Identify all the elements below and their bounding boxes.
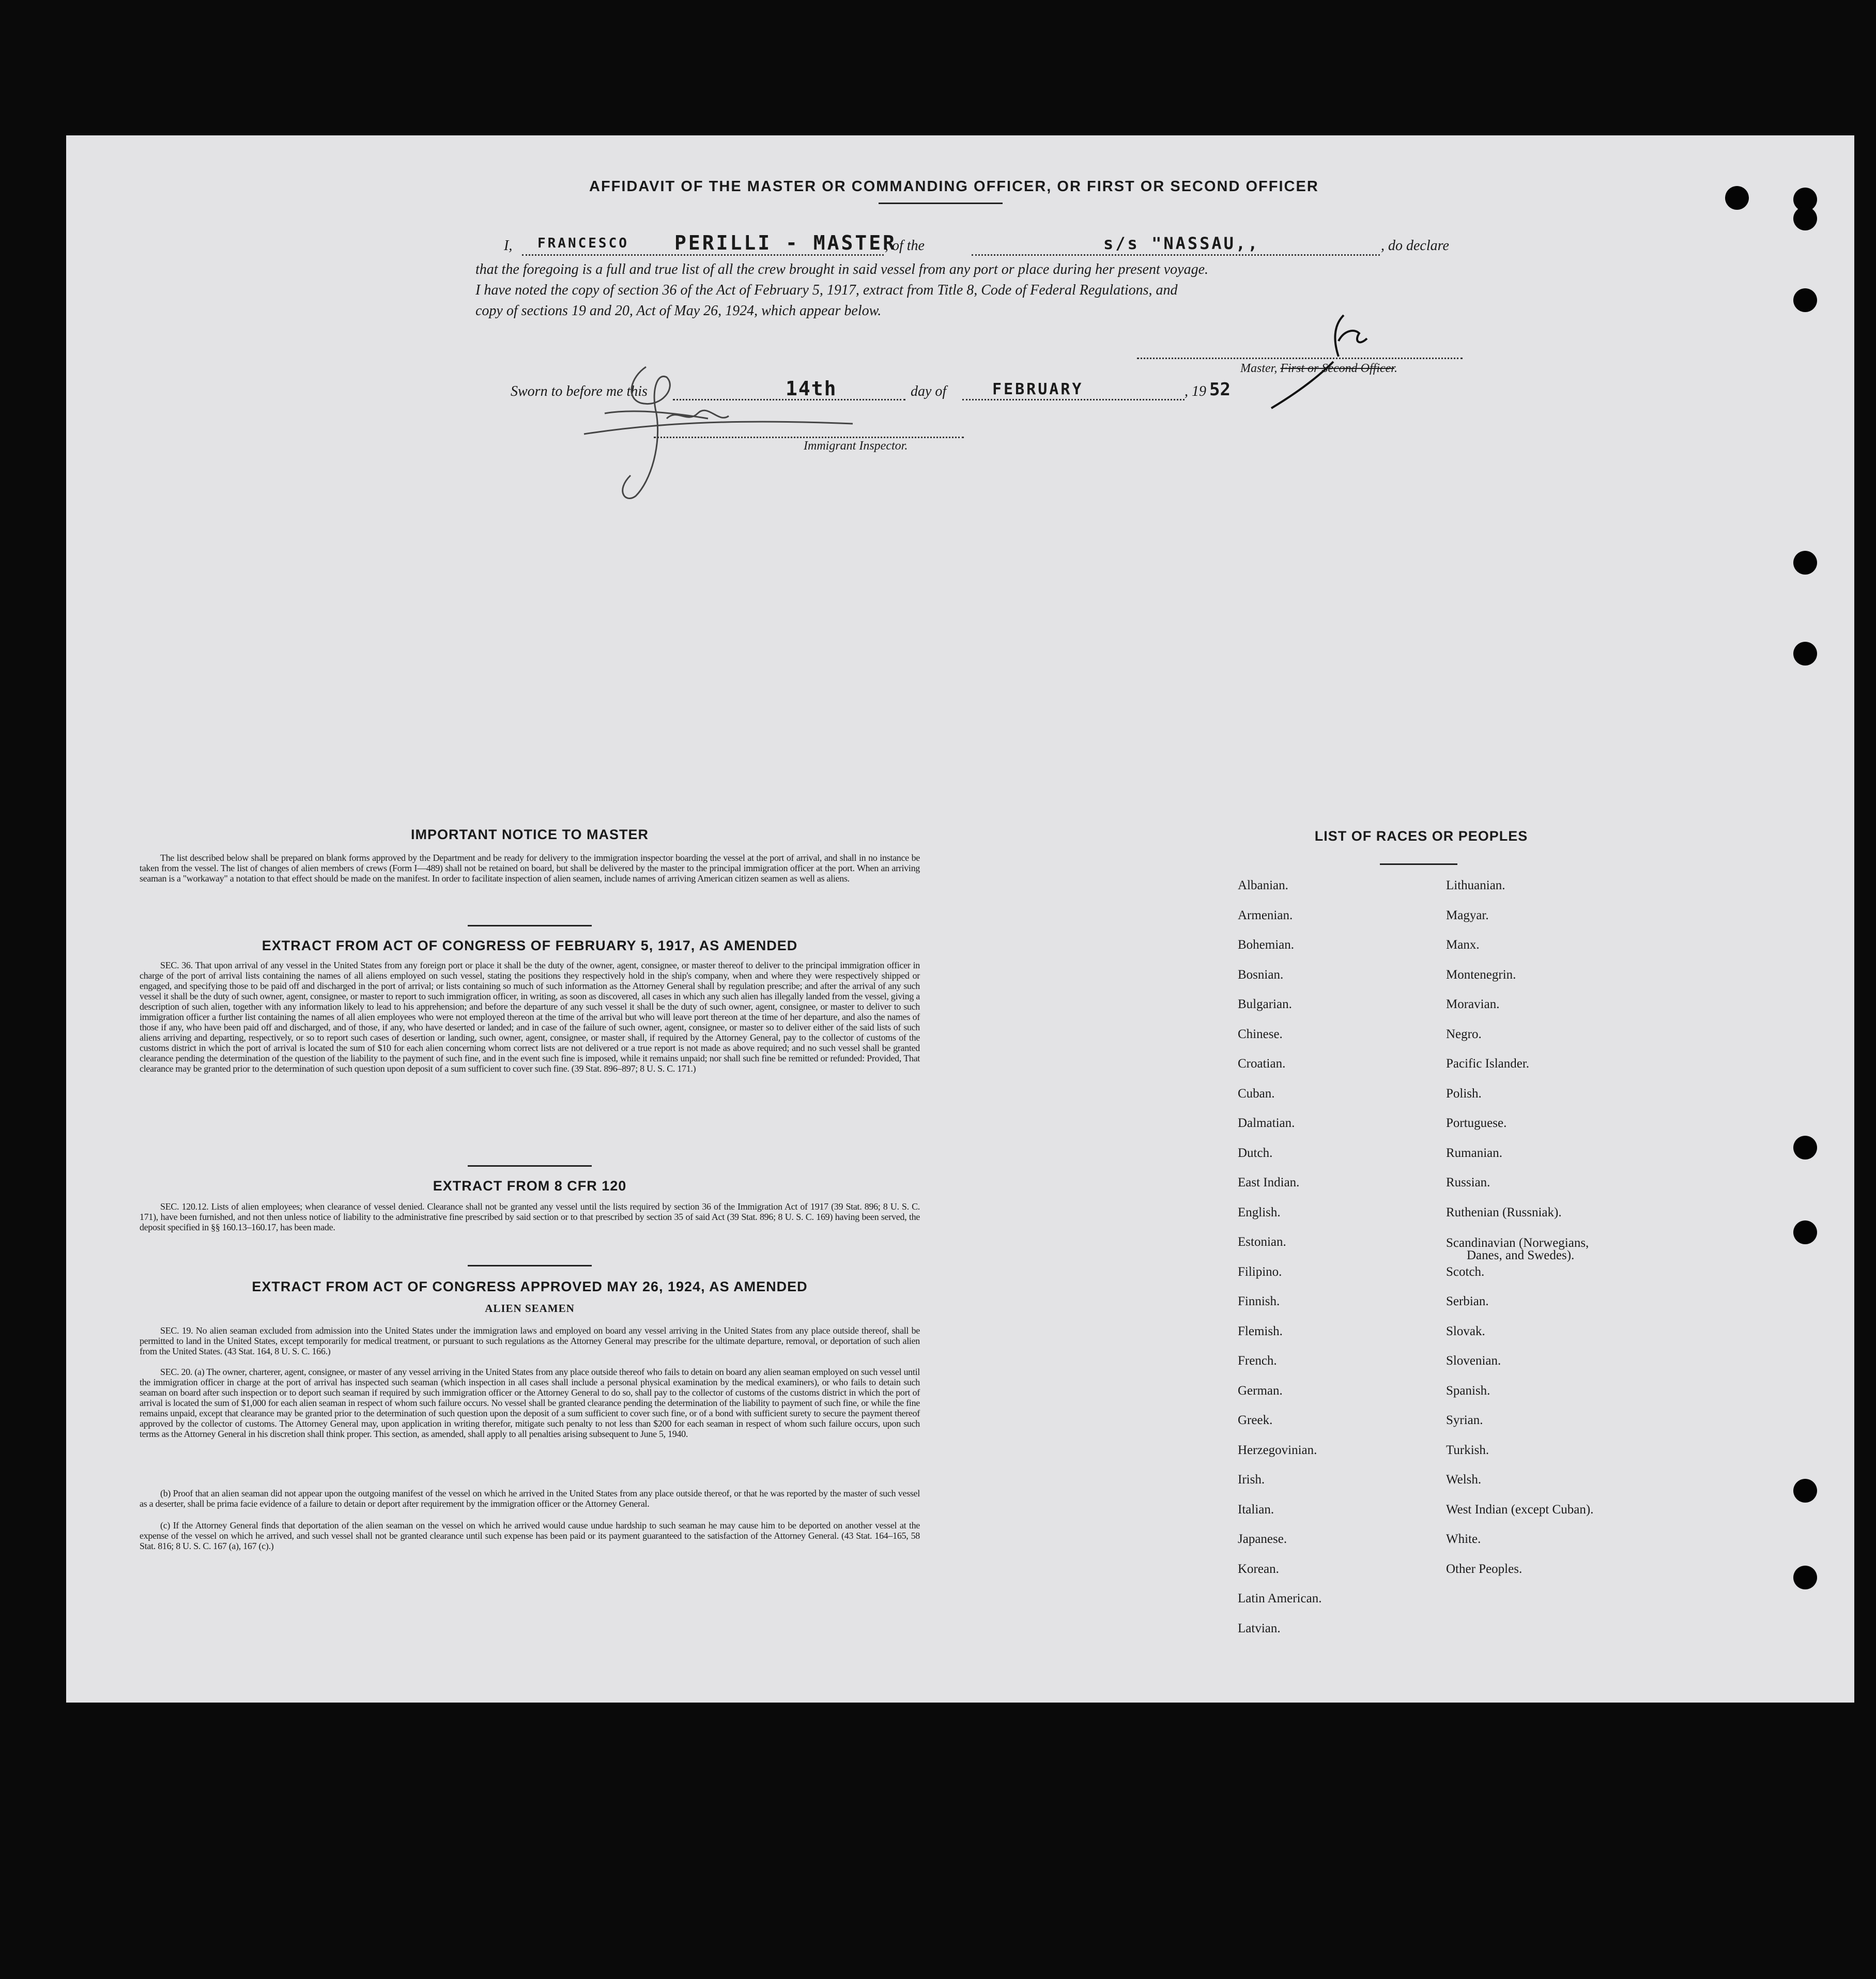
race-item: Croatian. [1238,1057,1286,1071]
punch-hole [1793,288,1817,312]
race-item: Bosnian. [1238,967,1284,982]
affidavit-title: AFFIDAVIT OF THE MASTER OR COMMANDING OFFICER, OR FIRST OR SECOND OFFICER [589,178,1319,195]
race-item: Latvian. [1238,1621,1281,1635]
race-item: Finnish. [1238,1294,1280,1308]
master-label: Master, [1240,362,1278,375]
punch-hole [1793,1220,1817,1244]
race-item: Scotch. [1446,1264,1485,1279]
master-surname: PERILLI - MASTER [674,231,897,254]
race-item: Welsh. [1446,1473,1482,1487]
inspector-label: Immigrant Inspector. [804,439,908,453]
extract2-text: SEC. 120.12. Lists of alien employees; when clearance of vessel denied. Clearance shall not be granted any vessel until the lists required by section 36 of the Immigration Act of 1917 (39 Stat. 896; 8 U. S. C. 171), have been furnished, and not then unless notice of liability to the administrative fine prescribed by said section or to that prescribed by section 35 of said Act (39 Stat. 896; 8 U. S. C. 169) having been served, the deposit specified in §§ 160.13–160.17, has been made. [140,1201,920,1232]
race-item: Scandinavian (Norwegians, [1446,1236,1589,1250]
divider [468,925,592,926]
affidavit-line3: I have noted the copy of section 36 of the Act of February 5, 1917, extract from Title 8, Code of Federal Regulations, and [475,282,1178,298]
of-the-label: , of the [885,238,925,254]
extract3-sec20c: (c) If the Attorney General finds that deportation of the alien seaman on the vessel on which he arrived would cause undue hardship to such seaman he may cause him to be deported on another vessel at the expense of the vessel on which he arrived, and such vessel shall not be granted clearance until such expense has been paid or its payment guaranteed to the satisfaction of the Attorney General. (43 Stat. 164–165, 58 Stat. 816; 8 U. S. C. 167 (a), 167 (c).) [140,1520,920,1551]
race-item: Slovenian. [1446,1354,1501,1368]
extract3-sec20a: SEC. 20. (a) The owner, charterer, agent, consignee, or master of any vessel arriving in the United States from any place outside thereof who fails to detain on board any alien seaman employed on such vessel until the immigration officer in charge at the port of arrival has inspected such seaman (which inspection in all cases shall include a personal physical examination by the medical examiners), or who fails to detain such seaman on board after such inspection or to deport such seaman if required by such immigration officer or the Attorney General to do so, shall pay to the collector of customs of the customs district in which the port of arrival is located the sum of $1,000 for each alien seaman in respect of whom such failure occurs. No vessel shall be granted clearance pending the determination of the liability to payment of such fine, or while the fine remains unpaid, except that clearance may be granted prior to the determination of such question upon the deposit of a sum sufficient to cover such fine, or of a bond with sufficient surety to secure the payment thereof approved by the collector of customs. The Attorney General may, upon application in writing therefor, mitigate such penalty to not less than $200 for each seaman in respect of whom such failure occurs, upon such terms as the Attorney General in his discretion shall think proper. This section, as amended, shall apply to all penalties arising subsequent to June 5, 1940. [140,1367,920,1439]
punch-hole [1793,551,1817,575]
race-item: Polish. [1446,1086,1482,1101]
race-item: Montenegrin. [1446,967,1516,982]
race-item: White. [1446,1532,1481,1546]
race-item: Korean. [1238,1561,1279,1576]
struck-officer: First or Second Officer [1280,362,1394,375]
race-item: West Indian (except Cuban). [1446,1502,1594,1517]
punch-hole [1793,1566,1817,1589]
notice-text: The list described below shall be prepared on blank forms approved by the Department and be ready for delivery to the immigration inspector boarding the vessel at the port of arrival, and shall in no instance be taken from the vessel. The list of changes of alien members of crews (Form I—489) shall not be retained on board, but shall be delivered by the master to the principal immigration officer at the port. When an arriving seaman is a "workaway" a notation to that effect should be made on the manifest. In order to facilitate inspection of alien seamen, include names of arriving American citizen seamen as well as aliens. [140,853,920,884]
race-item: Dalmatian. [1238,1116,1295,1130]
race-item: Syrian. [1446,1413,1483,1427]
race-item: Cuban. [1238,1086,1275,1101]
punch-hole [1793,642,1817,666]
affidavit-line2: that the foregoing is a full and true list of all the crew brought in said vessel from any port or place during her present voyage. [475,261,1209,277]
vessel-line [972,254,1380,256]
race-item: Albanian. [1238,878,1288,892]
day-of-label: day of [911,383,947,399]
extract3-title: EXTRACT FROM ACT OF CONGRESS APPROVED MAY 26, 1924, AS AMENDED [252,1279,808,1294]
race-item: Ruthenian (Russniak). [1446,1205,1562,1219]
race-item: Spanish. [1446,1383,1490,1398]
title-divider [879,203,1003,204]
master-title-label [1240,362,1397,376]
race-item: Moravian. [1446,997,1500,1011]
race-item: Magyar. [1446,908,1489,922]
master-end: . [1394,362,1397,375]
punch-hole [1725,186,1749,210]
affidavit-intro: I, [504,238,513,254]
race-item: Estonian. [1238,1235,1286,1249]
race-item: Lithuanian. [1446,878,1505,892]
race-item: Danes, and Swedes). [1467,1248,1575,1262]
inspector-signature [574,357,863,506]
race-item: Italian. [1238,1502,1274,1517]
extract3-subtitle: ALIEN SEAMEN [485,1302,575,1315]
punch-hole [1793,1136,1817,1159]
race-item: Other Peoples. [1446,1561,1523,1576]
race-item: Bulgarian. [1238,997,1292,1011]
race-item: Greek. [1238,1413,1273,1427]
extract1-text: SEC. 36. That upon arrival of any vessel in the United States from any foreign port or place it shall be the duty of the owner, agent, consignee, or master thereof to deliver to the principal immigration officer in charge of the port of arrival lists containing the names of all aliens employed on such vessel, stating the positions they respectively hold in the ship's company, when and where they were respectively shipped or engaged, and specifying those to be paid off and discharged in the port of arrival; or lists containing so much of such information as the Attorney General shall by regulation prescribe; and after the arrival of any such vessel it shall be the duty of such owner, agent, consignee, or master to report to such immigration officer, in writing, as soon as discovered, all cases in which any such alien has illegally landed from the vessel, giving a description of such alien, together with any information likely to lead to his apprehension; and before the departure of any such vessel it shall be the duty of such owner, agent, consignee, or master to deliver to such immigration officer a further list containing the names of all alien employees who were not employed thereon at the time of the arrival but who will leave port thereon at the time of her departure, and also the names of those if any, who have been paid off and discharged, and of those, if any, who have deserted or landed; and in case of the failure of such owner, agent, consignee, or master so to deliver either of the said lists of such aliens arriving and departing, respectively, or so to report such cases of desertion or landing, such owner, agent, consignee, or master shall, if required by the Attorney General, pay to the collector of customs of the customs district in which the port of arrival is located the sum of $10 for each alien concerning whom correct lists are not delivered or a true report is not made as above required; and no such vessel shall be granted clearance pending the determination of the question of the liability to the payment of such fine, and in the event such fine is imposed, while it remains unpaid; nor shall such fine be remitted or refunded: Provided, That clearance may be granted prior to the determination of such question upon deposit of a sum sufficient to cover such fine. (39 Stat. 896–897; 8 U. S. C. 171.) [140,960,920,1074]
punch-hole [1793,207,1817,230]
punch-hole [1793,1479,1817,1503]
extract3-sec20b: (b) Proof that an alien seaman did not appear upon the outgoing manifest of the vessel on which he arrived in the United States from any place outside thereof, or that he was reported by the master of such vessel as a deserter, shall be prima facie evidence of a failure to detain or deport after requirement by the immigration officer or the Attorney General. [140,1488,920,1509]
race-item: Armenian. [1238,908,1293,922]
divider [468,1165,592,1167]
affidavit-line4: copy of sections 19 and 20, Act of May 26, 1924, which appear below. [475,303,882,319]
race-item: Russian. [1446,1176,1490,1189]
race-item: Turkish. [1446,1443,1489,1457]
races-divider [1380,863,1457,865]
race-item: Irish. [1238,1473,1265,1487]
race-item: Dutch. [1238,1146,1273,1160]
race-item: English. [1238,1205,1281,1219]
race-item: Negro. [1446,1027,1482,1041]
race-item: Bohemian. [1238,938,1295,952]
race-item: Serbian. [1446,1294,1489,1308]
race-item: Chinese. [1238,1027,1283,1041]
sworn-day: 14th [786,377,837,400]
month-line [962,399,1185,400]
master-first-name: FRANCESCO [537,236,629,251]
sworn-label: Sworn to before me this [511,383,648,399]
vessel-name: s/s "NASSAU,, [1103,234,1260,253]
race-item: Filipino. [1238,1264,1282,1279]
document-page [66,135,1854,1703]
race-item: Slovak. [1446,1324,1485,1338]
name-line [522,254,884,256]
race-item: Pacific Islander. [1446,1057,1530,1071]
race-item: French. [1238,1354,1277,1368]
race-item: Flemish. [1238,1324,1283,1338]
year-prefix: , 19 [1185,383,1206,399]
inspector-line [654,437,964,438]
extract2-title: EXTRACT FROM 8 CFR 120 [433,1178,627,1194]
race-item: Rumanian. [1446,1146,1503,1160]
divider [468,1265,592,1266]
do-declare-label: , do declare [1381,238,1449,254]
sworn-month: FEBRUARY [992,380,1084,398]
races-title: LIST OF RACES OR PEOPLES [1314,828,1528,844]
race-item: Latin American. [1238,1591,1322,1605]
race-item: Herzegovinian. [1238,1443,1317,1457]
race-item: Manx. [1446,938,1480,952]
sworn-year: 52 [1209,379,1231,400]
race-item: Portuguese. [1446,1116,1507,1130]
notice-title: IMPORTANT NOTICE TO MASTER [411,827,649,842]
extract3-sec19: SEC. 19. No alien seaman excluded from admission into the United States under the immigration laws and employed on board any vessel arriving in the United States from any place outside thereof, shall be permitted to land in the United States, except temporarily for medical treatment, or pursuant to such regulations as the Attorney General may prescribe for the ultimate departure, removal, or deportation of such alien from the United States. (43 Stat. 164, 8 U. S. C. 166.) [140,1325,920,1356]
extract1-title: EXTRACT FROM ACT OF CONGRESS OF FEBRUARY 5, 1917, AS AMENDED [262,938,798,953]
race-item: East Indian. [1238,1176,1300,1189]
race-item: Japanese. [1238,1532,1287,1546]
race-item: German. [1238,1383,1283,1398]
